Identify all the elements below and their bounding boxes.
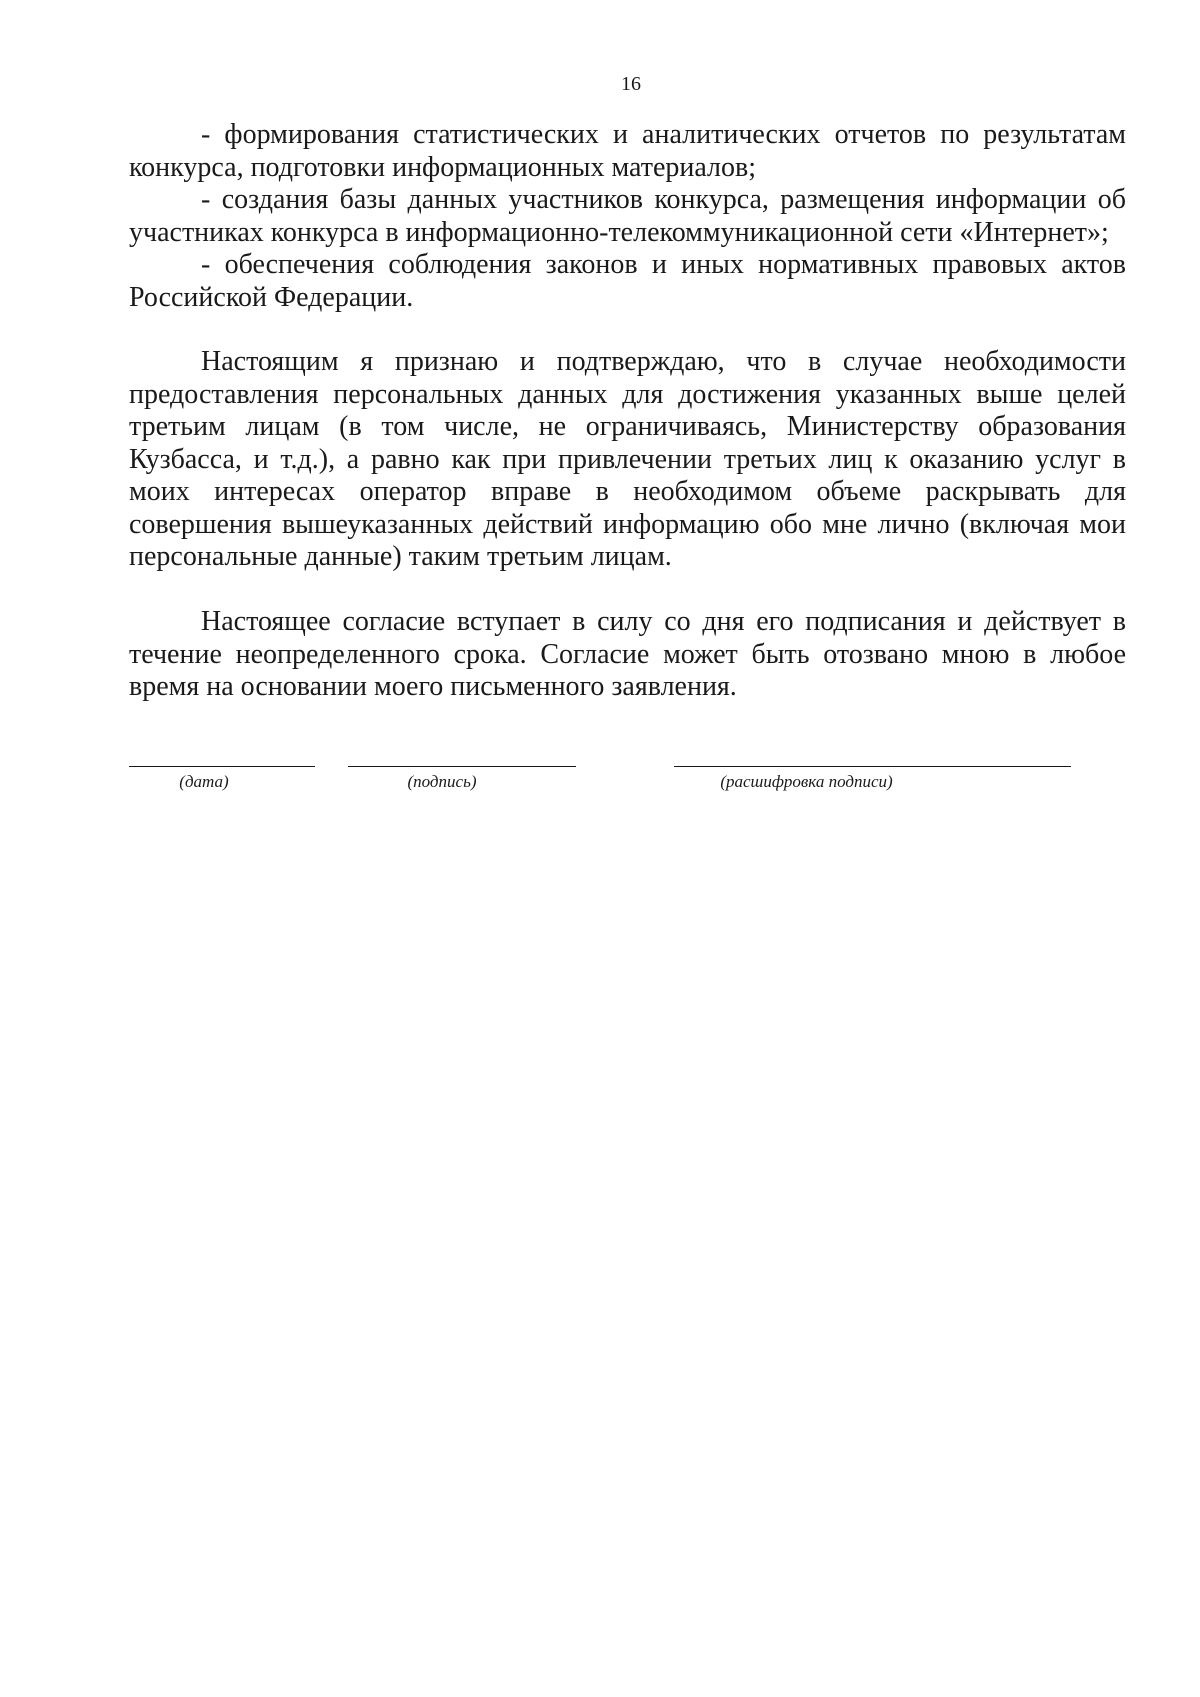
consent-validity-paragraph xyxy=(129,606,1126,704)
list-item: - создания базы данных участников конкурса, размещения информации об участниках конкурса в информационно-телекоммуникационной сети «Интернет»; xyxy=(129,184,1126,248)
third-party-disclosure-paragraph xyxy=(129,346,1126,574)
signature-decoding-caption: (расшифровка подписи) xyxy=(720,772,893,791)
paragraph-text: Настоящим я признаю и подтверждаю, что в случае необходимости предоставления персональных данных для достижения указанных выше целей третьим лицам (в том числе, не ограничиваясь, Министерству образования Кузбасса, и т.д.), а равно как при привлечении третьих лиц к оказанию услуг в моих интересах оператор вправе в необходимом объеме раскрывать для совершения вышеуказанных действий информацию обо мне лично (включая мои персональные данные) таким третьим лицам. xyxy=(129,346,1126,572)
list-item: - формирования статистических и аналитических отчетов по результатам конкурса, подготовки информационных материалов; xyxy=(129,119,1126,183)
purpose-list xyxy=(129,119,1126,314)
date-signature-line xyxy=(129,766,315,767)
date-caption: (дата) xyxy=(179,772,229,791)
list-item: - обеспечения соблюдения законов и иных нормативных правовых актов Российской Федерации. xyxy=(129,249,1126,313)
paragraph-text: Настоящее согласие вступает в силу со дня его подписания и действует в течение неопределенного срока. Согласие может быть отозвано мною в любое время на основании моего письменного заявления. xyxy=(129,606,1126,702)
signature-line xyxy=(348,766,576,767)
signature-decoding-line xyxy=(674,766,1071,767)
signature-caption: (подпись) xyxy=(407,772,477,791)
page-number: 16 xyxy=(621,73,641,95)
